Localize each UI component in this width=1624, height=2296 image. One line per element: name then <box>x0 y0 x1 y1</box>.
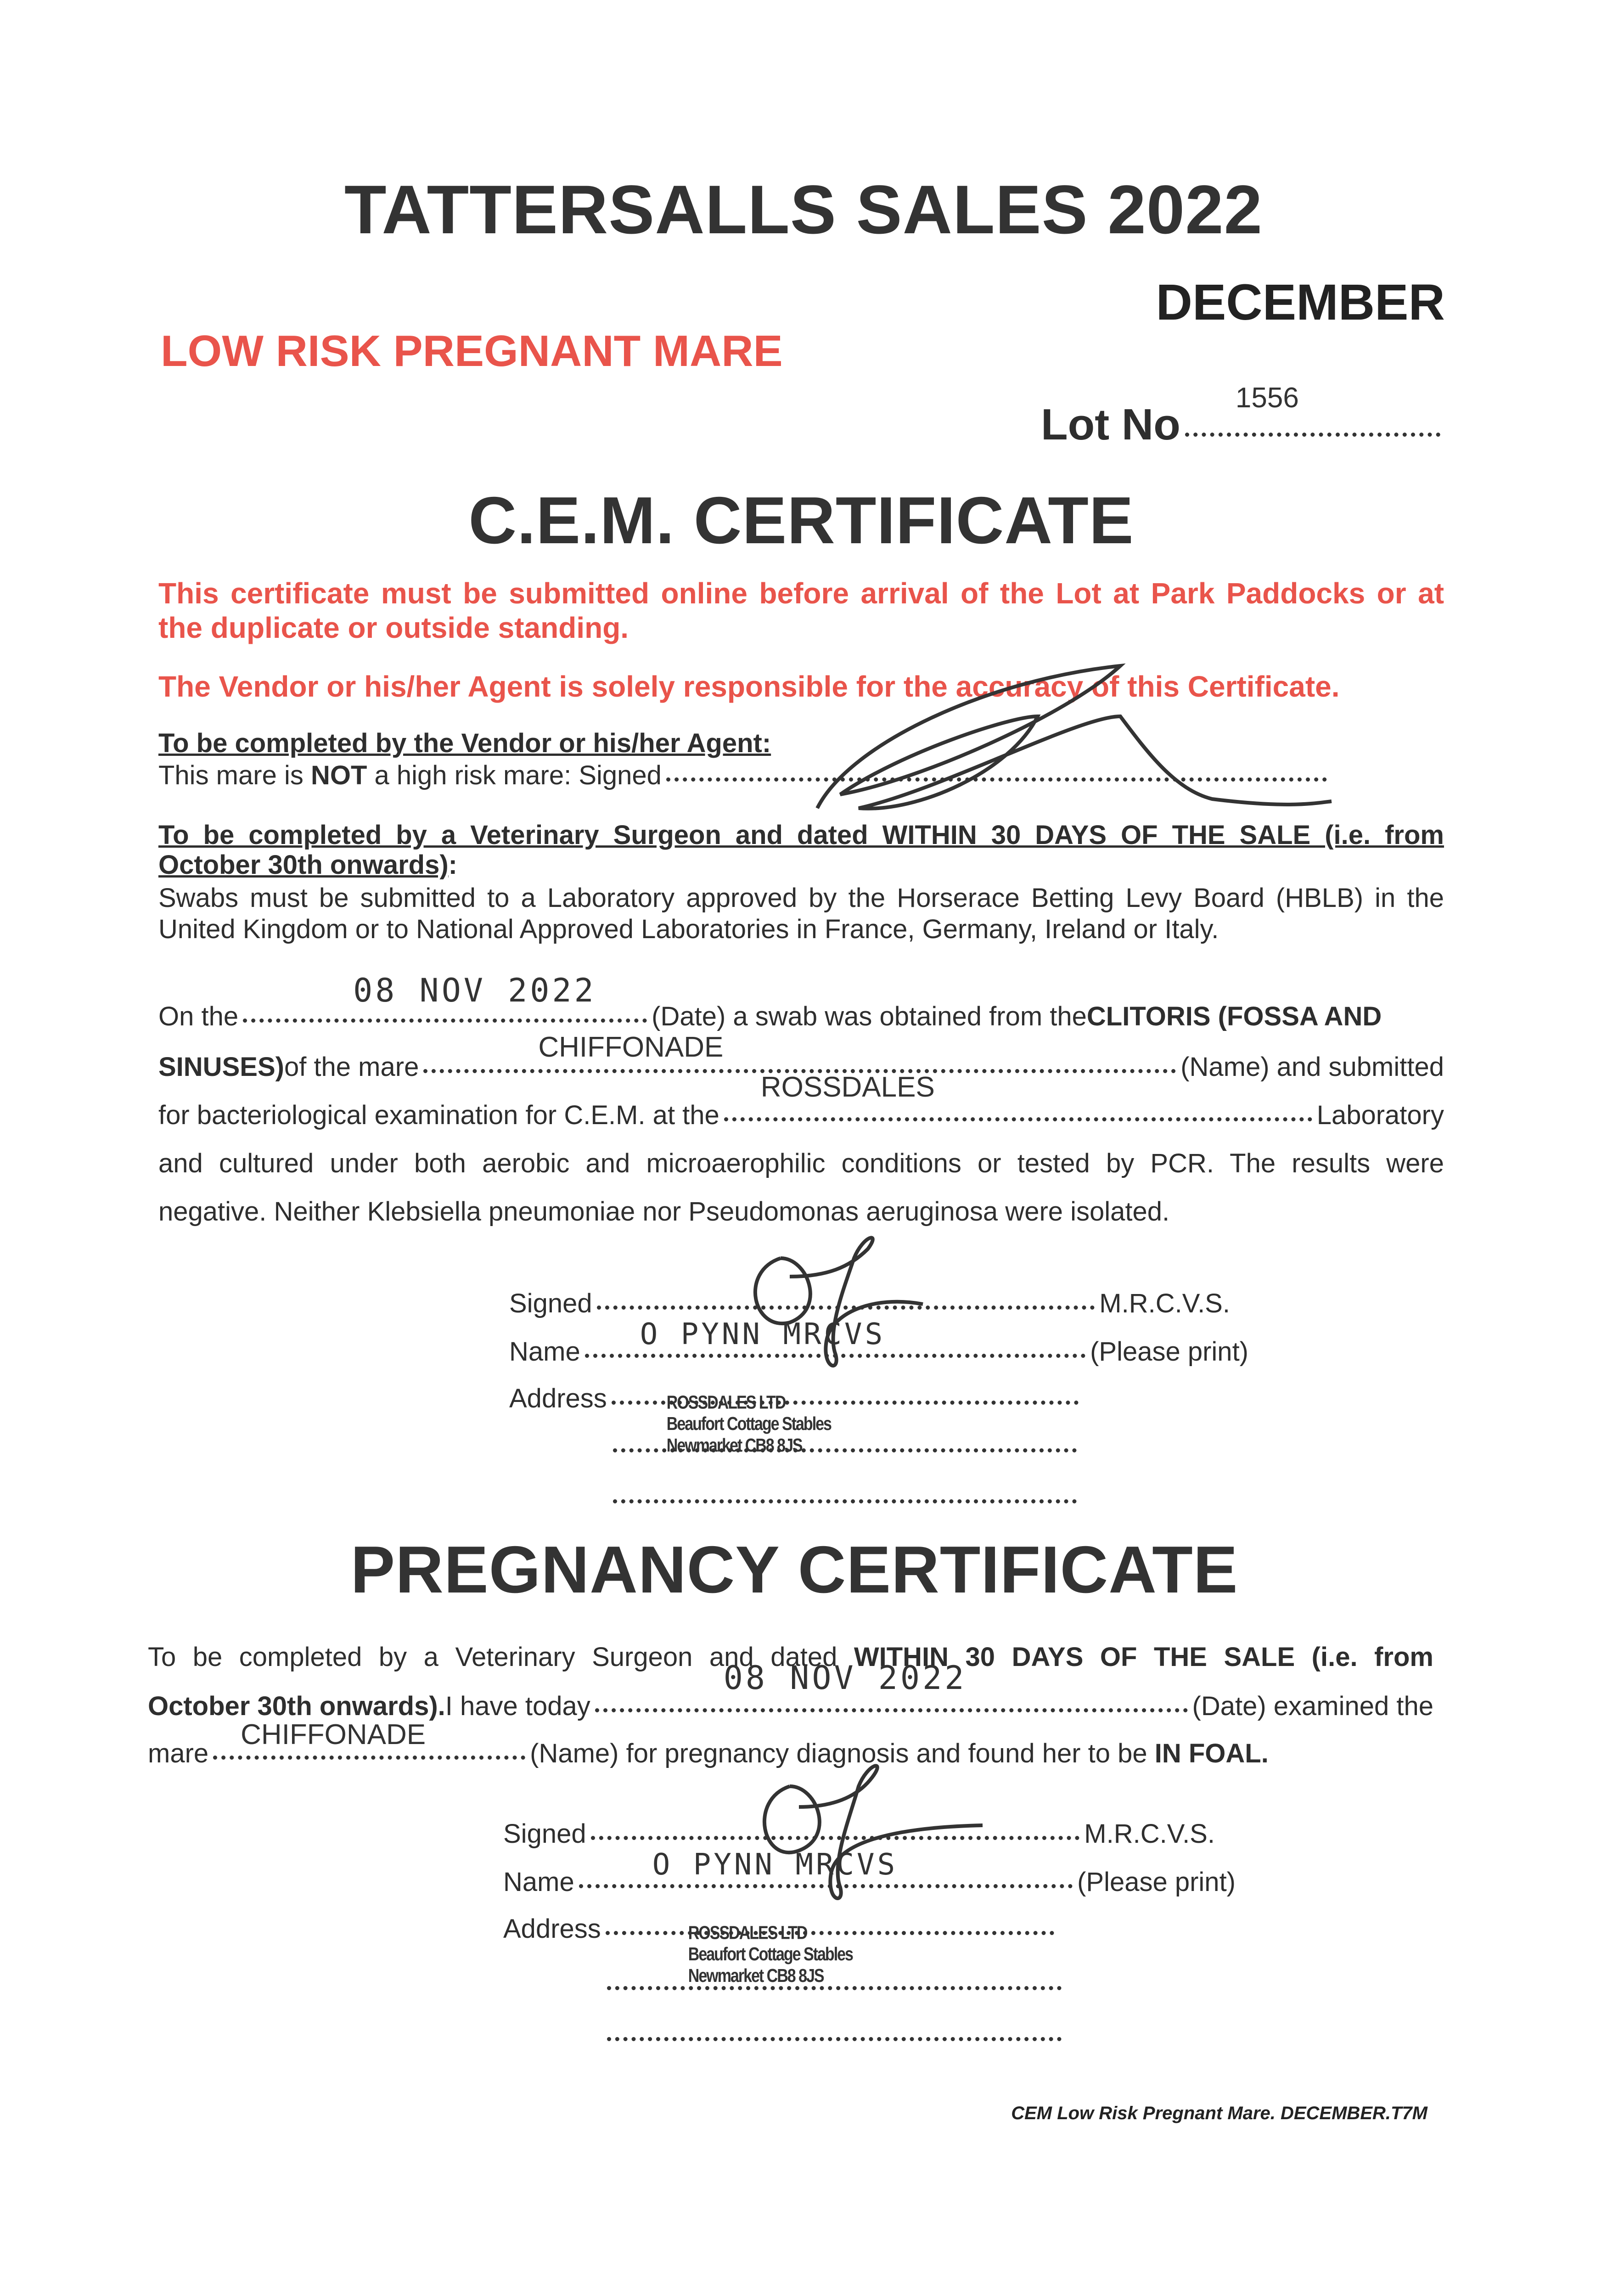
sale-month: DECEMBER <box>1156 274 1445 331</box>
preg-line-2b: I have today <box>445 1691 590 1721</box>
signed-label: Signed <box>509 1289 592 1318</box>
preg-signature-field[interactable] <box>591 1836 1080 1840</box>
category-label: LOW RISK PREGNANT MARE <box>161 326 783 376</box>
preg-line-1: To be completed by a Veterinary Surgeon and dated WITHIN 30 DAYS OF THE SALE (i.e. from <box>148 1642 1433 1672</box>
please-print-label: (Please print) <box>1077 1867 1236 1897</box>
warning-line: The Vendor or his/her Agent is solely responsible for the accuracy of this Certificate. <box>158 670 1340 703</box>
bact-label: for bacteriological examination for C.E.M. at the <box>158 1100 719 1130</box>
warning-line: the duplicate or outside standing. <box>158 611 629 644</box>
preg-vet-name: O PYNN MRCVS <box>652 1848 898 1882</box>
cultured-text: and cultured under both aerobic and microaerophilic conditions or tested by PCR. The results were <box>158 1148 1444 1178</box>
vendor-heading: To be completed by the Vendor or his/her Agent: <box>158 728 771 758</box>
please-print-label: (Please print) <box>1090 1337 1248 1367</box>
address-stamp: ROSSDALES LTD Beaufort Cottage Stables Newmarket CB8 8JS <box>666 1391 831 1456</box>
lot-number-field[interactable] <box>1185 382 1440 437</box>
lab-name: ROSSDALES <box>760 1071 935 1103</box>
address-line[interactable] <box>613 1499 1077 1503</box>
name-label: Name <box>503 1867 574 1897</box>
footer-reference: CEM Low Risk Pregnant Mare. DECEMBER.T7M <box>1011 2103 1427 2123</box>
clitoris-label: CLITORIS (FOSSA AND <box>1086 1002 1382 1031</box>
mrcvs-label: M.R.C.V.S. <box>1084 1819 1215 1849</box>
preg-mare-name-field[interactable] <box>213 1719 525 1760</box>
exam-date-field[interactable] <box>595 1659 1188 1712</box>
lot-number: 1556 <box>1235 382 1299 414</box>
lab-suffix: Laboratory <box>1316 1100 1444 1130</box>
swab-date: 08 NOV 2022 <box>353 972 596 1009</box>
preg-line-3: (Name) for pregnancy diagnosis and found her to be IN FOAL. <box>530 1739 1269 1768</box>
vendor-statement: This mare is NOT a high risk mare: Signed <box>158 760 662 790</box>
vet-heading-cont: October 30th onwards) <box>158 850 449 880</box>
negative-text: negative. Neither Klebsiella pneumoniae nor Pseudomonas aeruginosa were isolated. <box>158 1197 1170 1227</box>
name-label: Name <box>509 1337 580 1367</box>
swabs-text: United Kingdom or to National Approved Laboratories in France, Germany, Ireland or Italy. <box>158 914 1219 944</box>
lot-label: Lot No <box>1041 400 1180 449</box>
page-title: TATTERSALLS SALES 2022 <box>344 171 1263 248</box>
swabs-text: Swabs must be submitted to a Laboratory approved by the Horserace Betting Levy Board (HBLB) in the <box>158 883 1444 913</box>
preg-vet-signature <box>0 0 5 5</box>
pregnancy-certificate-title: PREGNANCY CERTIFICATE <box>350 1532 1238 1607</box>
preg-vet-name-field[interactable] <box>579 1848 1073 1888</box>
preg-line-2a: October 30th onwards). <box>148 1691 445 1721</box>
lab-field[interactable] <box>724 1071 1312 1121</box>
address-stamp: ROSSDALES LTD Beaufort Cottage Stables Newmarket CB8 8JS <box>688 1922 853 1986</box>
preg-line-2c: (Date) examined the <box>1192 1691 1433 1721</box>
mare-label: mare <box>148 1739 209 1768</box>
cem-vet-name: O PYNN MRCVS <box>640 1317 886 1351</box>
swab-date-field[interactable] <box>243 972 647 1023</box>
warning-line: This certificate must be submitted online before arrival of the Lot at Park Paddocks or at <box>158 577 1444 610</box>
date-suffix: (Date) a swab was obtained from the <box>652 1002 1087 1031</box>
cem-address-field[interactable] <box>612 1391 1079 1456</box>
mrcvs-label: M.R.C.V.S. <box>1099 1289 1230 1318</box>
preg-mare-name: CHIFFONADE <box>241 1719 426 1750</box>
name-suffix: (Name) and submitted <box>1180 1052 1444 1082</box>
preg-address-field[interactable] <box>606 1922 1054 1986</box>
address-label: Address <box>503 1914 601 1944</box>
signed-label: Signed <box>503 1819 586 1849</box>
vendor-signature-field[interactable] <box>666 777 1327 782</box>
cem-signature-field[interactable] <box>597 1306 1095 1310</box>
on-the-label: On the <box>158 1002 239 1031</box>
of-mare-label: of the mare <box>284 1052 419 1082</box>
sinuses-label: SINUSES) <box>158 1052 284 1082</box>
vet-heading: To be completed by a Veterinary Surgeon and dated WITHIN 30 DAYS OF THE SALE (i.e. from <box>158 820 1444 850</box>
lot-field <box>1041 382 1445 450</box>
address-label: Address <box>509 1384 607 1413</box>
mare-name: CHIFFONADE <box>538 1031 724 1063</box>
address-line[interactable] <box>607 1986 1062 1990</box>
address-line[interactable] <box>607 2037 1062 2041</box>
address-line[interactable] <box>613 1448 1077 1452</box>
exam-date: 08 NOV 2022 <box>723 1659 967 1697</box>
cem-certificate-title: C.E.M. CERTIFICATE <box>468 483 1134 557</box>
